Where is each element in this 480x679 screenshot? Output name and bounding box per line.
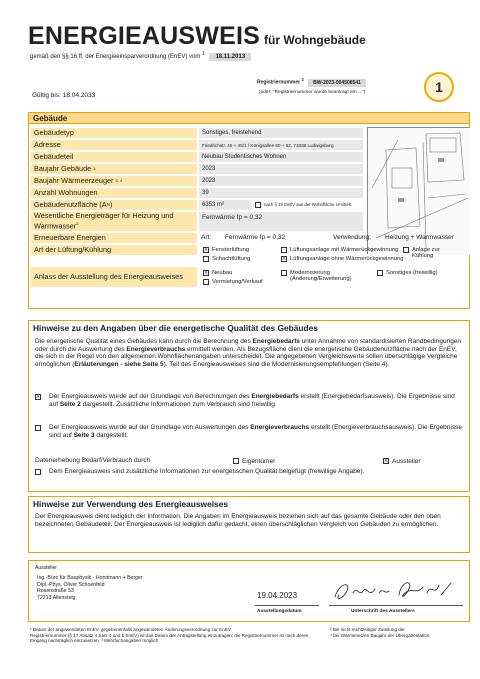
consumption-part-0: Der Energieausweis wurde auf der Grundlage von Auswertungen des (49, 424, 251, 431)
consumption-part-4: dargestellt. (94, 431, 129, 439)
issue-date-line (255, 605, 319, 606)
label-building-type: Gebäudetyp (31, 128, 197, 138)
data-collection-label: Datenerhebung Bedarf/Verbrauch durch (35, 457, 151, 464)
registration-line (257, 77, 366, 87)
renewables-use-label: Verwendung: (333, 234, 371, 241)
data-collection-issuer (383, 458, 421, 465)
quality-hints-title: Hinweise zu den Angaben über die energetische Qualität des Gebäudes (29, 321, 469, 335)
label-area-end: ) (109, 200, 113, 209)
registration-number: BW-2023-004508541 (308, 79, 366, 87)
value-energy-carrier: Fernwärme fp = 0,32 (199, 212, 363, 231)
vent-option-window (203, 247, 249, 253)
intro-part-2: unter Annahme von standardisierten Randbedingungen oder durch die Auswertung des (35, 338, 462, 353)
label-area-sub: N (106, 202, 110, 207)
owner-checkbox[interactable] (233, 458, 239, 464)
title-main: ENERGIEAUSWEIS (28, 22, 260, 50)
footnote-4: bei Wärmenetzen Baujahr der Übergabestation (333, 632, 430, 638)
label-year-building (31, 164, 197, 174)
vent-shaft-checkbox[interactable] (203, 256, 209, 262)
intro-part-1: Energiebedarfs (252, 338, 300, 345)
consumption-based-checkbox[interactable] (35, 425, 41, 431)
issue-date-label: Ausstellungsdatum (257, 609, 302, 614)
value-year-heat-generator: 2023 (199, 176, 363, 186)
vent-cooling-checkbox[interactable] (403, 247, 409, 253)
option-demand-based (35, 393, 463, 408)
occasion-modernisation-checkbox[interactable] (281, 270, 287, 276)
occasion-rental-checkbox[interactable] (203, 279, 209, 285)
occasion-new-checkbox[interactable]: X (204, 270, 208, 276)
label-area-text: Gebäudenutzfläche (A (34, 200, 107, 209)
value-building-type: Sonstiges, freistehend (199, 128, 363, 138)
issuer-checkbox[interactable]: X (384, 458, 388, 464)
issuer-section (28, 560, 470, 622)
label-year-heat-text: Baujahr Wärmeerzeuger (34, 176, 114, 185)
additional-info-text: Dem Energieausweis sind zusätzliche Informationen zur energetischen Qualität beigefügt (freiwillige Angabe). (49, 468, 365, 475)
vent-with-recovery-text: Lüftungsanlage mit Wärmerückgewinnung (290, 247, 399, 253)
usage-hints-section (28, 496, 470, 553)
value-year-building: 2023 (199, 164, 363, 174)
additional-info-checkbox[interactable] (35, 469, 41, 475)
demand-part-2: erstellt (Energiebedarfsausweis). Die Ergebnisse sind auf (49, 393, 455, 408)
option-consumption-based (35, 424, 463, 439)
value-units: 39 (199, 188, 363, 198)
consumption-based-text (49, 424, 463, 439)
consumption-part-2: erstellt (Energieverbrauchsausweis). Die Ergebnisse sind auf (49, 424, 462, 439)
footnotes-left: ¹ Datum der angewendeten EnEV, gegebenenfalls angewendeten Änderungsverordnung zur EnEV Registriernummer (§ 17 Absatz 4 Satz 4 und 5 EnEV) ist das Datum der Antragstellung einzutragen; die Registriernummer ist nach deren Eingang nachträglich einzusetzen. ³ Mehrfachangaben möglich (30, 627, 309, 644)
label-year-heat-generator (31, 176, 197, 186)
area-note (255, 202, 351, 208)
building-section (28, 112, 470, 309)
enev-date: 18.11.2013 (209, 53, 251, 61)
legal-basis (30, 51, 251, 61)
occasion-option-rental (203, 279, 263, 285)
occasion-option-modernisation (281, 270, 371, 282)
footnote-1: Datum der angewendeten EnEV, gegebenenfalls angewendeten Änderungsverordnung zur EnEV (32, 627, 231, 632)
quality-hints-intro (29, 335, 469, 369)
label-building-part: Gebäudeteil (31, 152, 197, 162)
occasion-other-text: Sonstiges (freiwillig) (386, 270, 438, 276)
consumption-part-1: Energieverbrauchs (250, 424, 310, 431)
renewables-art-value: Fernwärme fp = 0,32 (225, 234, 286, 241)
footnote-3: Mehrfachangaben möglich (104, 638, 159, 644)
demand-part-4: dargestellt. Zusätzliche Informationen zum Verbrauch sind freiwillig. (80, 400, 277, 408)
vent-option-shaft (203, 256, 250, 262)
usage-hints-title: Hinweise zur Verwendung des Energieausweises (29, 497, 469, 511)
occasion-option-new (203, 270, 232, 276)
occasion-modernisation-text: Modernisierung (Änderung/Erweiterung) (290, 270, 352, 282)
issue-date: 19.04.2023 (257, 591, 298, 600)
signature-image (329, 575, 459, 605)
signature-label: Unterschrift des Ausstellers (351, 609, 415, 614)
label-address: Adresse (31, 140, 197, 150)
renewables-use-value: Heizung + Warmwasser (385, 234, 454, 241)
footnotes-right: ² Bei nicht rechtzeitiger Zuteilung der ⁴ bei Wärmenetzen Baujahr der Übergabestation (330, 627, 430, 638)
building-section-title: Gebäude (29, 113, 469, 124)
vent-shaft-text: Schachtlüftung (212, 256, 251, 262)
demand-part-0: Der Energieausweis wurde auf der Grundlage von Berechnungen des (49, 393, 252, 400)
vent-without-recovery-checkbox[interactable]: X (282, 256, 286, 262)
registration-note: (oder: "Registriernummer wurde beantragt am ...") (259, 90, 366, 95)
demand-based-text (49, 393, 463, 408)
title-sub: für Wohngebäude (264, 33, 366, 47)
intro-part-4: ermittelt werden. Als Bezugsfläche dient die energetische Gebäudenutzfläche nach der EnEV, die sich in der Regel von den allgemeinen Wohnflächenangaben unterscheidet. Die angegebenen Vergleichswerte sollen überschlägige Vergleiche ermöglichen ( (35, 345, 458, 369)
owner-text: Eigentümer (242, 458, 276, 465)
intro-part-3: Energieverbrauchs (126, 345, 186, 353)
label-year-building-sup: 3 (93, 166, 96, 171)
label-renewables: Erneuerbare Energien (31, 233, 197, 243)
vent-option-cooling (403, 247, 467, 259)
vent-without-recovery-text: Lüftungsanlage ohne Wärmerückgewinnung (290, 256, 404, 262)
occasion-new-text: Neubau (212, 270, 233, 276)
value-area: 6353 m² (199, 200, 251, 210)
signature-line (329, 605, 463, 606)
vent-option-with-recovery (281, 247, 398, 253)
label-energy-carrier-sup: 3 (76, 221, 79, 227)
page-number-badge: 1 (424, 72, 454, 102)
area-note-checkbox[interactable] (255, 202, 261, 208)
label-year-building-text: Baujahr Gebäude (34, 164, 92, 173)
issuer-label: Aussteller (35, 565, 57, 571)
vent-with-recovery-checkbox[interactable] (281, 247, 287, 253)
vent-window-checkbox[interactable]: X (204, 247, 208, 253)
vent-option-without-recovery (281, 256, 403, 262)
data-collection-owner (233, 458, 275, 465)
label-area (31, 200, 197, 210)
legal-basis-sup: 1 (202, 51, 205, 57)
demand-part-3: Seite 2 (59, 400, 81, 408)
issuer-address: Ing.-Büro für Bauphysik - Horstmann + Berger Dipl.-Phys. Oliver Schoenfeld Rosenstraße 53 72213 Altensteig (37, 575, 143, 601)
consumption-part-3: Seite 3 (73, 431, 95, 439)
vent-cooling-text: Anlage zur Kühlung (412, 247, 440, 259)
additional-info-option (35, 468, 463, 476)
signature-drawing (329, 575, 459, 605)
registration-label: Registriernummer (257, 79, 301, 86)
registration-sup: 2 (301, 77, 304, 82)
label-occasion: Anlass der Ausstellung des Energieausweises (31, 267, 197, 287)
demand-based-checkbox[interactable]: X (36, 394, 40, 400)
value-address: Friedrichstr. 45 + 45/1 / Königsallee 60 + 62, 71638 Ludwigsburg (199, 140, 363, 150)
label-year-heat-sup: 3, 4 (115, 178, 123, 183)
occasion-rental-text: Vermietung/Verkauf (212, 279, 263, 285)
document-title (28, 22, 366, 51)
value-building-part: Neubau Studentisches Wohnen (199, 152, 363, 162)
label-energy-carrier-text: Wesentliche Energieträger für Heizung und Warmwasser (34, 211, 174, 231)
demand-part-1: Energiebedarfs (251, 393, 299, 400)
footnote-2-continued: Registriernummer (§ 17 Absatz 4 Satz 4 und 5 EnEV) ist das Datum der Antragstellung einzutragen; die Registriernummer ist nach deren Eingang nachträglich einzusetzen. (30, 632, 309, 644)
label-energy-carrier (31, 212, 197, 231)
usage-hints-text: Der Energieausweis dient lediglich der Information. Die Angaben im Energieausweis beziehen sich auf das gesamte Gebäude oder den oben bezeichneten Gebäudeteil. Der Energieausweis ist lediglich dafür gedacht, einen überschläglichen Vergleich von Gebäuden zu ermöglichen. (35, 513, 441, 528)
legal-basis-text: gemäß den §§ 16 ff. der Energieeinsparverordnung (EnEV) vom (30, 54, 201, 60)
footnote-2: Bei nicht rechtzeitiger Zuteilung der (332, 627, 405, 632)
valid-until: Gültig bis: 18.04.2033 (32, 92, 96, 99)
intro-part-5: Erläuterungen - siehe Seite 5 (74, 361, 164, 369)
intro-part-6: ). Teil des Energieausweises sind die Modernisierungsempfehlungen (Seite 4). (163, 361, 390, 369)
occasion-option-other (377, 270, 438, 276)
vent-window-text: Fensterlüftung (212, 247, 250, 253)
renewables-art-label: Art: (201, 234, 212, 241)
label-ventilation: Art der Lüftung/Kühlung (31, 245, 197, 255)
quality-hints-section (28, 320, 470, 492)
intro-part-0: Die energetische Qualität eines Gebäudes kann durch die Berechnung des (35, 338, 253, 345)
area-note-text: nach § 19 EnEV aus der Wohnfläche ermittelt (264, 202, 351, 207)
occasion-other-checkbox[interactable] (377, 270, 383, 276)
label-units: Anzahl Wohnungen (31, 188, 197, 198)
issuer-text: Aussteller (392, 458, 421, 465)
